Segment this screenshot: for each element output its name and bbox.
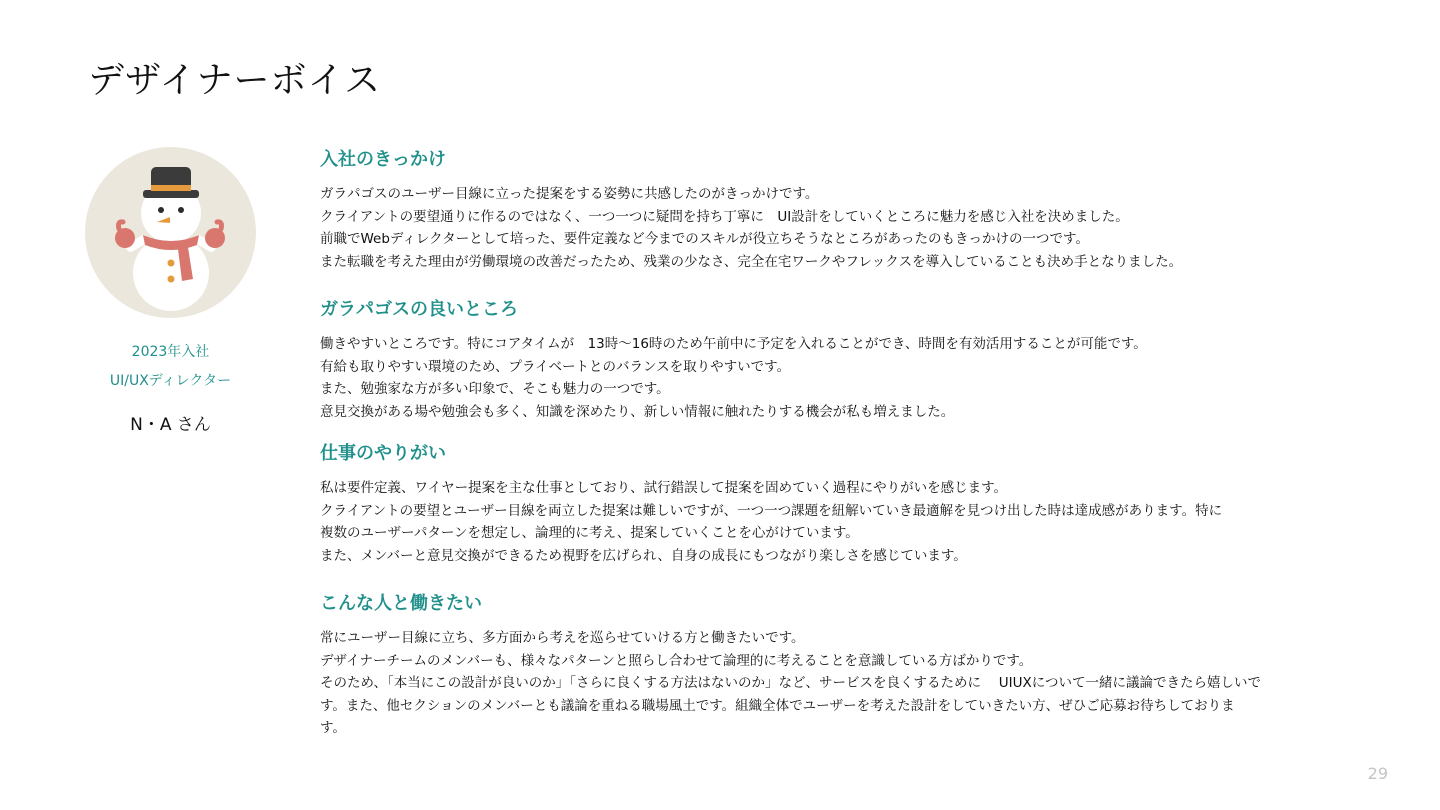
body-line: また転職を考えた理由が労働環境の改善だったため、残業の少なさ、完全在宅ワークやフレックスを導入していることも決め手となりました。 bbox=[320, 253, 1183, 270]
body-line: クライアントの要望通りに作るのではなく、一つ一つに疑問を持ち丁寧に UI設計をしていくところに魅力を感じ入社を決めました。 bbox=[320, 208, 1129, 225]
section-heading: ガラパゴスの良いところ bbox=[320, 299, 518, 320]
avatar bbox=[85, 147, 256, 318]
section-body bbox=[320, 627, 1380, 740]
page-number: 29 bbox=[1367, 764, 1388, 783]
page-title: デザイナーボイス bbox=[88, 60, 382, 101]
section-ideal-colleagues bbox=[320, 591, 1380, 740]
profile-role: UI/UXディレクター bbox=[109, 373, 232, 389]
snowman-icon bbox=[85, 147, 256, 318]
body-line: す。また、他セクションのメンバーとも議論を重ねる職場風土です。組織全体でユーザーを考えた設計をしていきたい方、ぜひご応募お待ちしておりま bbox=[320, 697, 1235, 714]
body-line: デザイナーチームのメンバーも、様々なパターンと照らし合わせて論理的に考えることを意識している方ばかりです。 bbox=[320, 652, 1033, 669]
section-good-points bbox=[320, 297, 1380, 423]
body-line: 働きやすいところです。特にコアタイムが 13時〜16時のため午前中に予定を入れることができ、時間を有効活用することが可能です。 bbox=[320, 336, 1147, 352]
section-body bbox=[320, 333, 1380, 423]
body-line: そのため、「本当にこの設計が良いのか」「さらに良くする方法はないのか」など、サービスを良くするために UIUXについて一緒に議論できたら嬉しいで bbox=[320, 675, 1261, 691]
body-line: 私は要件定義、ワイヤー提案を主な仕事としており、試行錯誤して提案を固めていく過程にやりがいを感じます。 bbox=[320, 480, 1008, 496]
body-line: また、勉強家な方が多い印象で、そこも魅力の一つです。 bbox=[320, 381, 670, 397]
body-line: 前職でWebディレクターとして培った、要件定義など今までのスキルが役立ちそうなところがあったのもきっかけの一つです。 bbox=[320, 231, 1089, 247]
section-reason-for-joining bbox=[320, 147, 1380, 273]
profile-name: N・A さん bbox=[130, 415, 211, 435]
profile-join-year: 2023年入社 bbox=[131, 344, 210, 360]
body-line: す。 bbox=[320, 720, 346, 736]
body-line: ガラパゴスのユーザー目線に立った提案をする姿勢に共感したのがきっかけです。 bbox=[320, 186, 819, 202]
section-heading: 仕事のやりがい bbox=[320, 443, 446, 464]
body-line: 複数のユーザーパターンを想定し、論理的に考え、提案していくことを心がけています。 bbox=[320, 525, 859, 541]
body-line: 有給も取りやすい環境のため、プライベートとのバランスを取りやすいです。 bbox=[320, 358, 791, 375]
body-line: また、メンバーと意見交換ができるため視野を広げられ、自身の成長にもつながり楽しさを感じています。 bbox=[320, 547, 967, 564]
section-body bbox=[320, 183, 1380, 273]
section-heading: こんな人と働きたい bbox=[320, 593, 482, 614]
body-line: クライアントの要望とユーザー目線を両立した提案は難しいですが、一つ一つ課題を紐解いていき最適解を見つけ出した時は達成感があります。特に bbox=[320, 502, 1223, 519]
section-body bbox=[320, 477, 1380, 567]
section-job-satisfaction bbox=[320, 441, 1380, 567]
section-heading: 入社のきっかけ bbox=[320, 149, 446, 170]
body-line: 意見交換がある場や勉強会も多く、知識を深めたり、新しい情報に触れたりする機会が私も増えました。 bbox=[320, 403, 955, 420]
body-line: 常にユーザー目線に立ち、多方面から考えを巡らせていける方と働きたいです。 bbox=[320, 630, 805, 646]
